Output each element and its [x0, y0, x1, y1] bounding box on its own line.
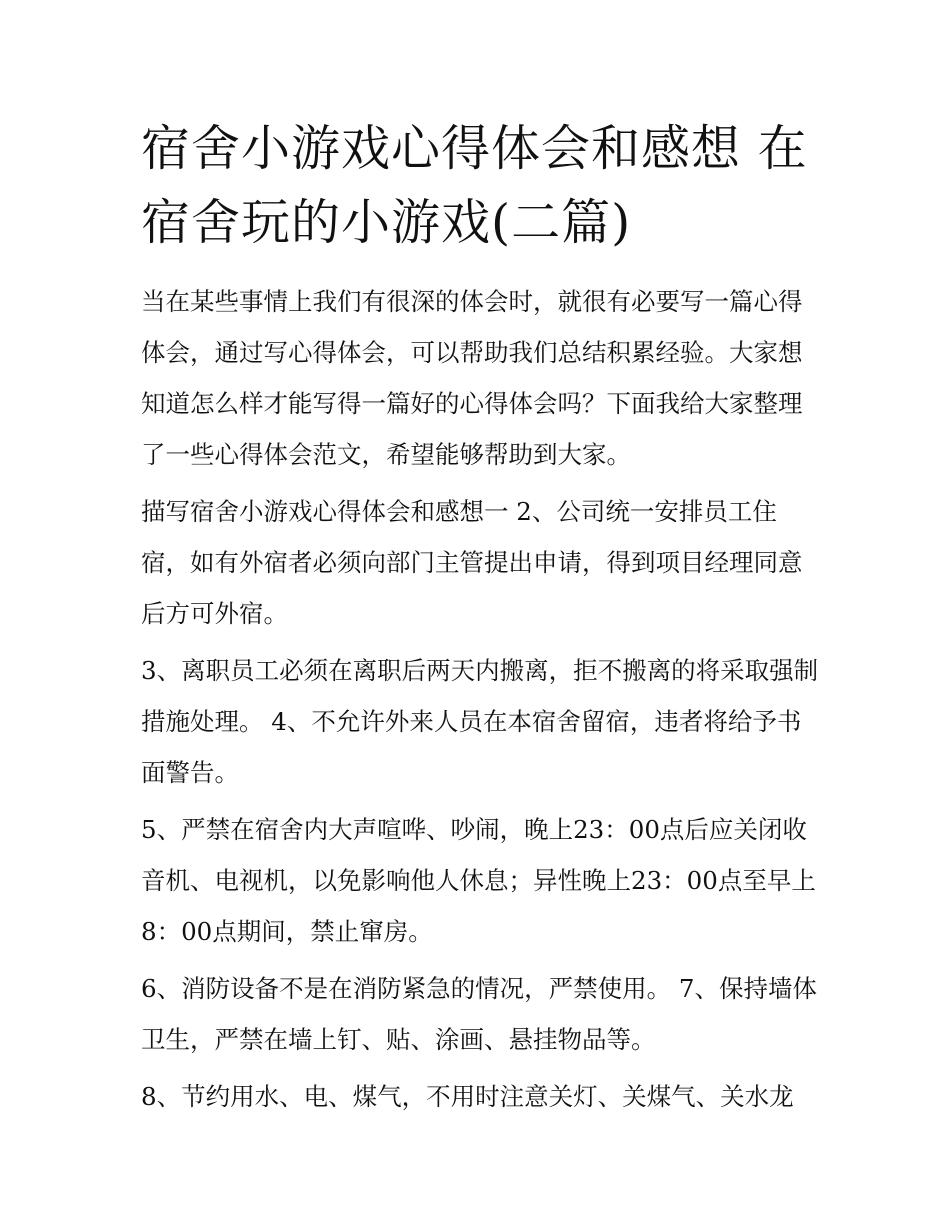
- paragraph-rule-2: 描写宿舍小游戏心得体会和感想一 2、公司统一安排员工住宿，如有外宿者必须向部门主管提出申请，得到项目经理同意后方可外宿。: [141, 497, 803, 628]
- document-title: 宿舍小游戏心得体会和感想 在宿舍玩的小游戏(二篇): [141, 120, 808, 251]
- document-body: [141, 276, 819, 1122]
- paragraph-rule-8: 8、节约用水、电、煤气，不用时注意关灯、关煤气、关水龙: [141, 1082, 794, 1111]
- paragraph-rule-6-7: 6、消防设备不是在消防紧急的情况，严禁使用。 7、保持墙体卫生，严禁在墙上钉、贴、涂画、悬挂物品等。: [141, 974, 817, 1054]
- paragraph-rule-3-4: 3、离职员工必须在离职后两天内搬离，拒不搬离的将采取强制措施处理。 4、不允许外来人员在本宿舍留宿，违者将给予书面警告。: [141, 656, 819, 787]
- paragraph-rule-5: 5、严禁在宿舍内大声喧哗、吵闹，晚上23：00点后应关闭收音机、电视机，以免影响他人休息；异性晚上23：00点至早上8：00点期间，禁止窜房。: [141, 815, 816, 946]
- paragraph-intro: 当在某些事情上我们有很深的体会时，就很有必要写一篇心得体会，通过写心得体会，可以帮助我们总结积累经验。大家想知道怎么样才能写得一篇好的心得体会吗？下面我给大家整理了一些心得体会范文，希望能够帮助到大家。: [141, 287, 803, 469]
